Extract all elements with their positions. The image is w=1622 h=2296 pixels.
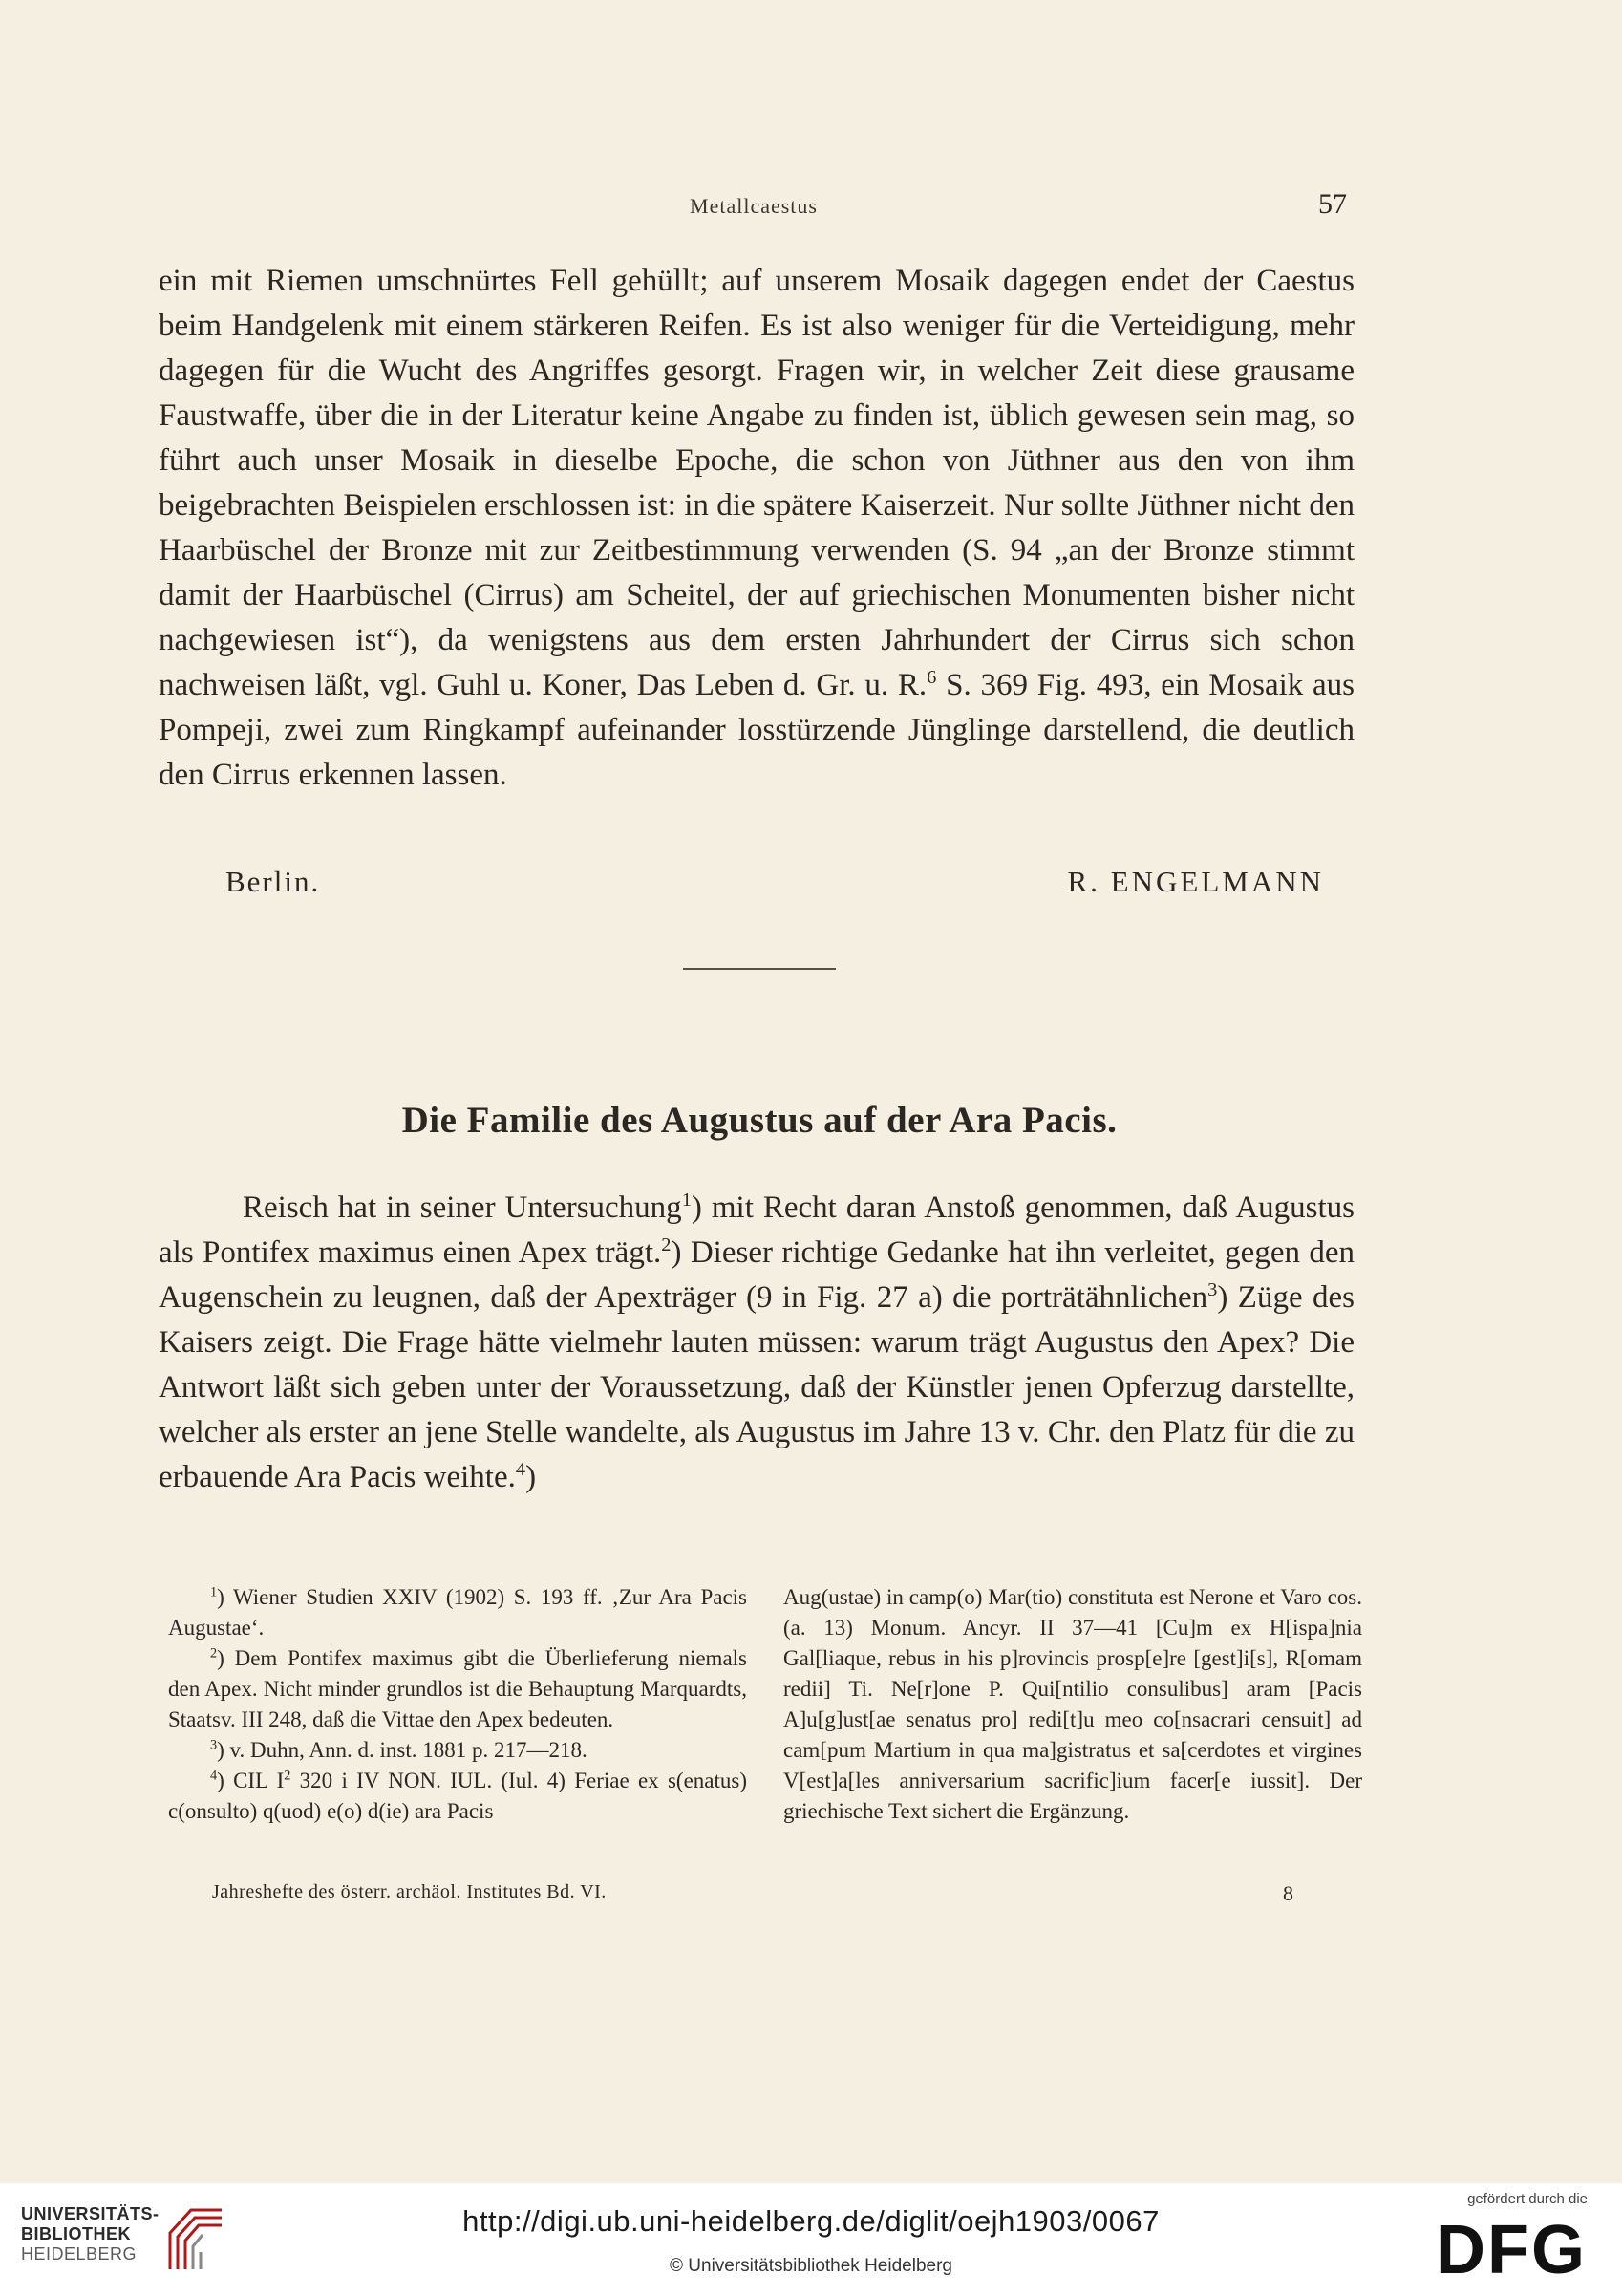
article-title: Die Familie des Augustus auf der Ara Pacis. — [401, 1100, 1118, 1141]
paragraph-ara-pacis-text-5: ) — [525, 1460, 537, 1494]
paragraph-ara-pacis-text-1: Reisch hat in seiner Untersuchung — [243, 1191, 682, 1225]
library-footer — [0, 2183, 1622, 2296]
footnote-4 — [168, 1766, 747, 1827]
paragraph-ara-pacis — [159, 1186, 1355, 1500]
paragraph-ara-pacis-text-3: ) Dieser richtige Gedanke hat ihn verleitet, gegen den Augenschein zu leugnen, daß der Apexträger (9 in Fig. 27 a) die porträtähnlichen — [159, 1235, 1355, 1315]
footnote-1-mark: 1 — [210, 1584, 218, 1600]
copyright-notice: © Universitätsbibliothek Heidelberg — [670, 2256, 952, 2276]
edition-superscript: 6 — [927, 667, 937, 688]
paragraph-caestus-tail: S. 369 Fig. 493, ein Mosaik aus Pompeji, zwei zum Ringkampf aufeinander losstürzende Jünglinge darstellend, die deutlich den Cirrus erkennen lassen. — [159, 668, 1355, 792]
footnote-4-text-a: ) CIL I — [217, 1769, 285, 1792]
footnote-1-text: ) Wiener Studien XXIV (1902) S. 193 ff. ‚Zur Ara Pacis Augustae‘. — [168, 1585, 747, 1640]
signature-place: Berlin. — [225, 865, 321, 898]
footnote-4-mark: 4 — [210, 1768, 218, 1784]
footnote-2 — [168, 1643, 747, 1735]
footnote-4-continued: Aug(ustae) in camp(o) Mar(tio) constituta est Nerone et Varo cos. (a. 13) Monum. Ancyr. II 37—41 [Cu]m ex H[ispa]nia Gal[liaque, rebus in his p]rovincis prosp[e]re [gest]i[s], R[omam redii] Ti. Ne[r]one P. Qui[ntilio consulibus] aram [Pacis A]u[g]ust[ae senatus pro] redi[t]u meo co[nsacrari censuit] ad cam[pum Martium in qua ma]gistratus et sa[cerdotes et virgines V[est]a[les anniversarium sacrific]ium facer[e iussit]. Der griechische Text sichert die Ergänzung. — [783, 1585, 1362, 1823]
footnote-3-mark: 3 — [210, 1737, 218, 1753]
page-number: 57 — [1318, 188, 1347, 220]
series-title: Jahreshefte des österr. archäol. Institutes Bd. VI. — [212, 1881, 607, 1902]
running-title: Metallcaestus — [690, 194, 818, 218]
sponsor-caption: gefördert durch die — [1467, 2191, 1588, 2207]
footnote-3 — [168, 1735, 747, 1766]
permalink-url[interactable]: http://digi.ub.uni-heidelberg.de/diglit/oejh1903/0067 — [462, 2204, 1160, 2238]
paragraph-ara-pacis-text-2: ) mit Recht daran Anstoß genommen, daß Augustus als Pontifex maximus einen Apex trägt. — [159, 1191, 1355, 1270]
dfg-logo-icon — [1435, 2216, 1588, 2281]
footnotes-right-column — [783, 1582, 1362, 1827]
sheet-number: 8 — [1283, 1881, 1293, 1905]
dfg-logo-text: DFG — [1436, 2216, 1587, 2281]
running-head — [160, 188, 1347, 232]
footnote-ref-3[interactable]: 3 — [1207, 1279, 1218, 1300]
footnote-2-text: ) Dem Pontifex maximus gibt die Überlieferung niemals den Apex. Nicht minder grundlos ist die Behauptung Marquardts, Staatsv. III 248, daß die Vittae den Apex bedeuten. — [168, 1646, 747, 1731]
footnote-ref-1[interactable]: 1 — [681, 1190, 692, 1211]
paragraph-caestus-text: ein mit Riemen umschnürtes Fell gehüllt; auf unserem Mosaik dagegen endet der Caestus beim Handgelenk mit einem stärkeren Reifen. Es ist also weniger für die Verteidigung, mehr dagegen für die Wucht des Angriffes gesorgt. Fragen wir, in welcher Zeit diese grausame Faustwaffe, über die in der Literatur keine Angabe zu finden ist, üblich gewesen sein mag, so führt auch unser Mosaik in dieselbe Epoche, die schon von Jüthner aus den von ihm beigebrachten Beispielen erschlossen ist: in die spätere Kaiserzeit. Nur sollte Jüthner nicht den Haarbüschel der Bronze mit zur Zeitbestimmung verwenden (S. 94 „an der Bronze stimmt damit der Haarbüschel (Cirrus) am Scheitel, der auf griechischen Monumenten bisher nicht nachgewiesen ist“), da wenigstens aus dem ersten Jahrhundert der Cirrus sich schon nachweisen läßt, vgl. Guhl u. Koner, Das Leben d. Gr. u. R. — [159, 264, 1355, 702]
footnote-1 — [168, 1582, 747, 1643]
footnote-3-text: ) v. Duhn, Ann. d. inst. 1881 p. 217—218. — [217, 1738, 587, 1762]
footnote-4-text-b: 320 i IV NON. IUL. (Iul. 4) Feriae ex s(enatus) c(onsulto) q(uod) e(o) d(ie) ara Pacis — [168, 1769, 747, 1823]
dfg-sponsor[interactable] — [1435, 2191, 1588, 2286]
section-divider — [683, 968, 836, 970]
paragraph-ara-pacis-text-4: ) Züge des Kaisers zeigt. Die Frage hätte vielmehr lauten müssen: warum trägt Augustus den Apex? Die Antwort läßt sich geben unter der Voraussetzung, daß der Künstler jenen Opferzug darstellte, welcher als erster an jene Stelle wandelte, als Augustus im Jahre 13 v. Chr. den Platz für die zu erbauende Ara Pacis weihte. — [159, 1280, 1355, 1494]
footnote-2-mark: 2 — [210, 1645, 218, 1662]
signature-author: R. ENGELMANN — [1067, 865, 1324, 898]
library-name-line-2: BIBLIOTHEK — [21, 2224, 131, 2243]
paragraph-caestus — [159, 259, 1355, 798]
library-name-line-3: HEIDELBERG — [21, 2244, 138, 2264]
signature-line — [212, 1881, 1301, 1914]
signature — [225, 865, 1324, 907]
footnotes-left-column — [168, 1582, 747, 1827]
library-name-line-1: UNIVERSITÄTS- — [21, 2204, 160, 2223]
footnote-ref-4[interactable]: 4 — [515, 1459, 526, 1480]
footnote-ref-2[interactable]: 2 — [661, 1234, 672, 1255]
footnotes — [168, 1582, 1362, 1888]
footnote-4-superscript: 2 — [284, 1768, 291, 1784]
